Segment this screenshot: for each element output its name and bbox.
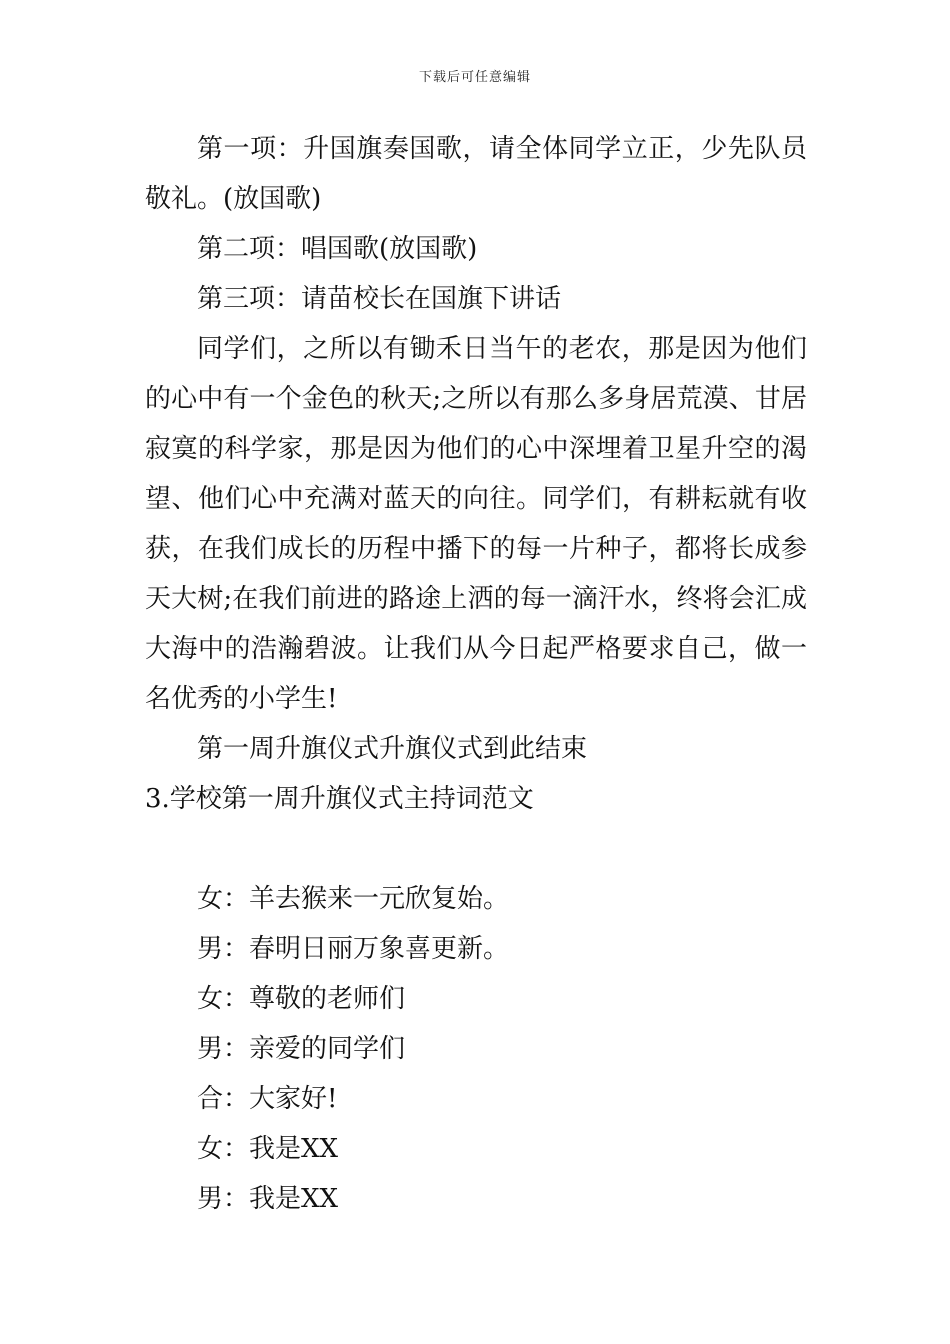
document-body bbox=[145, 124, 807, 1224]
blank-line bbox=[145, 824, 807, 874]
dialog-line: 男：亲爱的同学们 bbox=[197, 1034, 406, 1064]
paragraph-closing: 第一周升旗仪式升旗仪式到此结束 bbox=[197, 734, 588, 764]
paragraph-item-2: 第二项：唱国歌(放国歌) bbox=[197, 234, 478, 264]
dialog-line: 合：大家好! bbox=[197, 1084, 338, 1114]
dialog-line: 男：我是XX bbox=[197, 1184, 339, 1214]
section-heading: 3.学校第一周升旗仪式主持词范文 bbox=[145, 784, 534, 814]
dialog-line: 女：我是XX bbox=[197, 1134, 339, 1164]
paragraph-item-1: 第一项：升国旗奏国歌，请全体同学立正，少先队员敬礼。(放国歌) bbox=[145, 134, 807, 214]
dialog-line: 女：羊去猴来一元欣复始。 bbox=[197, 884, 510, 914]
dialog-line: 女：尊敬的老师们 bbox=[197, 984, 406, 1014]
paragraph-speech: 同学们，之所以有锄禾日当午的老农，那是因为他们的心中有一个金色的秋天;之所以有那么多身居荒漠、甘居寂寞的科学家，那是因为他们的心中深埋着卫星升空的渴望、他们心中充满对蓝天的向往。同学们，有耕耘就有收获，在我们成长的历程中播下的每一片种子，都将长成参天大树;在我们前进的路途上洒的每一滴汗水，终将会汇成大海中的浩瀚碧波。让我们从今日起严格要求自己，做一名优秀的小学生! bbox=[145, 334, 807, 714]
dialog-line: 男：春明日丽万象喜更新。 bbox=[197, 934, 510, 964]
paragraph-item-3: 第三项：请苗校长在国旗下讲话 bbox=[197, 284, 562, 314]
page-header-note: 下载后可任意编辑 bbox=[418, 70, 531, 85]
